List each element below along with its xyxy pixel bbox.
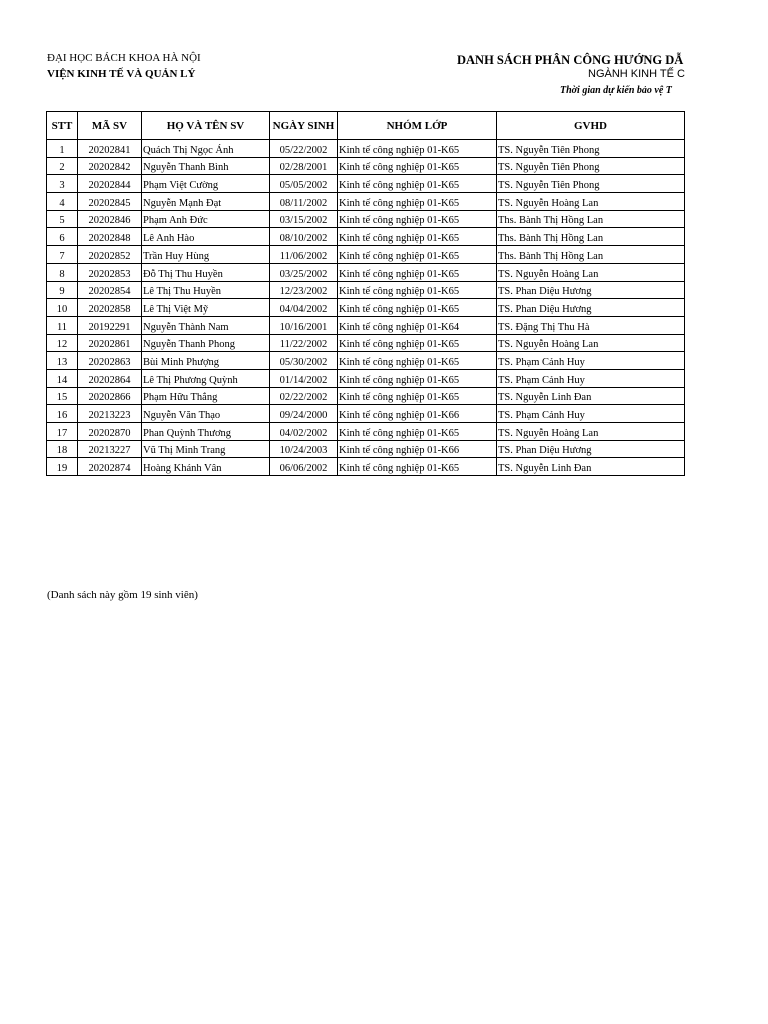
cell-birth-date: 11/06/2002 [270, 246, 338, 264]
cell-student-name: Lê Thị Thu Huyền [142, 281, 270, 299]
cell-birth-date: 02/22/2002 [270, 387, 338, 405]
table-row [47, 299, 685, 317]
cell-stt: 11 [47, 316, 78, 334]
cell-student-id: 20202863 [78, 352, 142, 370]
cell-stt: 17 [47, 423, 78, 441]
cell-advisor: TS. Đặng Thị Thu Hà [497, 316, 685, 334]
table-row [47, 423, 685, 441]
cell-student-id: 20202874 [78, 458, 142, 476]
cell-student-id: 20202858 [78, 299, 142, 317]
cell-class-group: Kinh tế công nghiệp 01-K64 [338, 316, 497, 334]
cell-advisor: TS. Phạm Cảnh Huy [497, 369, 685, 387]
cell-class-group: Kinh tế công nghiệp 01-K65 [338, 352, 497, 370]
cell-birth-date: 08/11/2002 [270, 193, 338, 211]
cell-birth-date: 12/23/2002 [270, 281, 338, 299]
cell-student-id: 20202854 [78, 281, 142, 299]
major-name: NGÀNH KINH TẾ C [588, 68, 685, 80]
cell-birth-date: 08/10/2002 [270, 228, 338, 246]
column-header-class-group: NHÓM LỚP [338, 112, 497, 140]
cell-advisor: TS. Nguyễn Hoàng Lan [497, 334, 685, 352]
cell-class-group: Kinh tế công nghiệp 01-K65 [338, 228, 497, 246]
cell-birth-date: 05/30/2002 [270, 352, 338, 370]
institute-name: VIỆN KINH TẾ VÀ QUẢN LÝ [47, 68, 196, 80]
institution-header [47, 50, 201, 82]
cell-advisor: TS. Nguyễn Hoàng Lan [497, 193, 685, 211]
cell-birth-date: 09/24/2000 [270, 405, 338, 423]
cell-student-name: Nguyễn Thành Nam [142, 316, 270, 334]
cell-birth-date: 04/02/2002 [270, 423, 338, 441]
cell-class-group: Kinh tế công nghiệp 01-K65 [338, 263, 497, 281]
cell-student-name: Hoàng Khánh Vân [142, 458, 270, 476]
cell-student-name: Đỗ Thị Thu Huyền [142, 263, 270, 281]
cell-advisor: Ths. Bành Thị Hồng Lan [497, 246, 685, 264]
cell-student-id: 20202853 [78, 263, 142, 281]
cell-student-name: Phạm Anh Đức [142, 210, 270, 228]
cell-class-group: Kinh tế công nghiệp 01-K65 [338, 281, 497, 299]
cell-stt: 18 [47, 440, 78, 458]
cell-stt: 2 [47, 157, 78, 175]
column-header-birth-date: NGÀY SINH [270, 112, 338, 140]
table-body [47, 140, 685, 476]
cell-student-id: 20202845 [78, 193, 142, 211]
cell-class-group: Kinh tế công nghiệp 01-K66 [338, 440, 497, 458]
cell-class-group: Kinh tế công nghiệp 01-K65 [338, 175, 497, 193]
cell-class-group: Kinh tế công nghiệp 01-K65 [338, 334, 497, 352]
cell-advisor: TS. Nguyễn Hoàng Lan [497, 423, 685, 441]
cell-student-name: Vũ Thị Minh Trang [142, 440, 270, 458]
cell-student-name: Bùi Minh Phượng [142, 352, 270, 370]
cell-student-id: 20202844 [78, 175, 142, 193]
cell-student-id: 20202842 [78, 157, 142, 175]
table-row [47, 405, 685, 423]
cell-stt: 5 [47, 210, 78, 228]
cell-stt: 4 [47, 193, 78, 211]
table-header-row [47, 112, 685, 140]
table-row [47, 369, 685, 387]
cell-student-name: Nguyễn Mạnh Đạt [142, 193, 270, 211]
cell-birth-date: 03/15/2002 [270, 210, 338, 228]
cell-stt: 15 [47, 387, 78, 405]
cell-advisor: TS. Nguyễn Linh Đan [497, 458, 685, 476]
cell-advisor: TS. Nguyễn Tiên Phong [497, 175, 685, 193]
cell-birth-date: 10/24/2003 [270, 440, 338, 458]
cell-class-group: Kinh tế công nghiệp 01-K65 [338, 387, 497, 405]
cell-advisor: TS. Nguyễn Tiên Phong [497, 157, 685, 175]
cell-stt: 13 [47, 352, 78, 370]
cell-student-id: 20202864 [78, 369, 142, 387]
cell-student-id: 20202870 [78, 423, 142, 441]
cell-advisor: Ths. Bành Thị Hồng Lan [497, 228, 685, 246]
cell-advisor: TS. Phan Diệu Hương [497, 440, 685, 458]
cell-advisor: TS. Phạm Cảnh Huy [497, 405, 685, 423]
cell-birth-date: 10/16/2001 [270, 316, 338, 334]
column-header-student-name: HỌ VÀ TÊN SV [142, 112, 270, 140]
student-advisor-table [46, 111, 685, 476]
cell-stt: 9 [47, 281, 78, 299]
cell-student-id: 20202852 [78, 246, 142, 264]
table-row [47, 175, 685, 193]
table-row [47, 440, 685, 458]
cell-stt: 1 [47, 140, 78, 158]
table-row [47, 458, 685, 476]
cell-birth-date: 11/22/2002 [270, 334, 338, 352]
table-row [47, 157, 685, 175]
cell-stt: 10 [47, 299, 78, 317]
cell-stt: 8 [47, 263, 78, 281]
cell-advisor: TS. Phan Diệu Hương [497, 281, 685, 299]
cell-class-group: Kinh tế công nghiệp 01-K65 [338, 140, 497, 158]
cell-class-group: Kinh tế công nghiệp 01-K65 [338, 369, 497, 387]
cell-class-group: Kinh tế công nghiệp 01-K65 [338, 423, 497, 441]
cell-student-name: Lê Thị Phương Quỳnh [142, 369, 270, 387]
cell-birth-date: 06/06/2002 [270, 458, 338, 476]
cell-advisor: Ths. Bành Thị Hồng Lan [497, 210, 685, 228]
cell-student-name: Nguyễn Thanh Bình [142, 157, 270, 175]
table-row [47, 352, 685, 370]
cell-advisor: TS. Nguyễn Linh Đan [497, 387, 685, 405]
university-name: ĐẠI HỌC BÁCH KHOA HÀ NỘI [47, 52, 201, 64]
table-row [47, 210, 685, 228]
cell-student-id: 20213227 [78, 440, 142, 458]
column-header-student-id: MÃ SV [78, 112, 142, 140]
cell-stt: 3 [47, 175, 78, 193]
document-header [457, 52, 685, 96]
cell-class-group: Kinh tế công nghiệp 01-K65 [338, 246, 497, 264]
cell-stt: 7 [47, 246, 78, 264]
table-row [47, 387, 685, 405]
student-count-note: (Danh sách này gồm 19 sinh viên) [47, 589, 198, 601]
document-title: DANH SÁCH PHÂN CÔNG HƯỚNG DẪ [457, 53, 684, 67]
cell-student-id: 20192291 [78, 316, 142, 334]
cell-student-name: Lê Thị Việt Mỹ [142, 299, 270, 317]
column-header-stt: STT [47, 112, 78, 140]
cell-advisor: TS. Phạm Cảnh Huy [497, 352, 685, 370]
cell-student-name: Quách Thị Ngọc Ánh [142, 140, 270, 158]
cell-student-name: Nguyễn Văn Thạo [142, 405, 270, 423]
defense-time: Thời gian dự kiến bảo vệ T [560, 85, 672, 96]
cell-class-group: Kinh tế công nghiệp 01-K65 [338, 299, 497, 317]
cell-birth-date: 04/04/2002 [270, 299, 338, 317]
cell-student-id: 20202861 [78, 334, 142, 352]
table-row [47, 228, 685, 246]
cell-birth-date: 01/14/2002 [270, 369, 338, 387]
cell-class-group: Kinh tế công nghiệp 01-K66 [338, 405, 497, 423]
cell-birth-date: 03/25/2002 [270, 263, 338, 281]
table-row [47, 281, 685, 299]
cell-advisor: TS. Nguyễn Hoàng Lan [497, 263, 685, 281]
table-row [47, 140, 685, 158]
cell-class-group: Kinh tế công nghiệp 01-K65 [338, 157, 497, 175]
cell-stt: 12 [47, 334, 78, 352]
cell-class-group: Kinh tế công nghiệp 01-K65 [338, 193, 497, 211]
table-row [47, 193, 685, 211]
cell-stt: 19 [47, 458, 78, 476]
cell-student-name: Trần Huy Hùng [142, 246, 270, 264]
cell-student-id: 20213223 [78, 405, 142, 423]
cell-student-name: Nguyễn Thanh Phong [142, 334, 270, 352]
cell-stt: 6 [47, 228, 78, 246]
cell-birth-date: 05/22/2002 [270, 140, 338, 158]
column-header-advisor: GVHD [497, 112, 685, 140]
cell-student-name: Lê Anh Hào [142, 228, 270, 246]
cell-student-id: 20202848 [78, 228, 142, 246]
table-row [47, 246, 685, 264]
cell-student-name: Phan Quỳnh Thương [142, 423, 270, 441]
cell-student-id: 20202866 [78, 387, 142, 405]
cell-birth-date: 02/28/2001 [270, 157, 338, 175]
cell-advisor: TS. Nguyễn Tiên Phong [497, 140, 685, 158]
cell-student-id: 20202841 [78, 140, 142, 158]
cell-birth-date: 05/05/2002 [270, 175, 338, 193]
cell-student-name: Phạm Hữu Thắng [142, 387, 270, 405]
cell-class-group: Kinh tế công nghiệp 01-K65 [338, 210, 497, 228]
cell-stt: 14 [47, 369, 78, 387]
table-row [47, 334, 685, 352]
table-row [47, 263, 685, 281]
table-row [47, 316, 685, 334]
cell-stt: 16 [47, 405, 78, 423]
cell-class-group: Kinh tế công nghiệp 01-K65 [338, 458, 497, 476]
cell-student-name: Phạm Việt Cường [142, 175, 270, 193]
cell-student-id: 20202846 [78, 210, 142, 228]
cell-advisor: TS. Phan Diệu Hương [497, 299, 685, 317]
